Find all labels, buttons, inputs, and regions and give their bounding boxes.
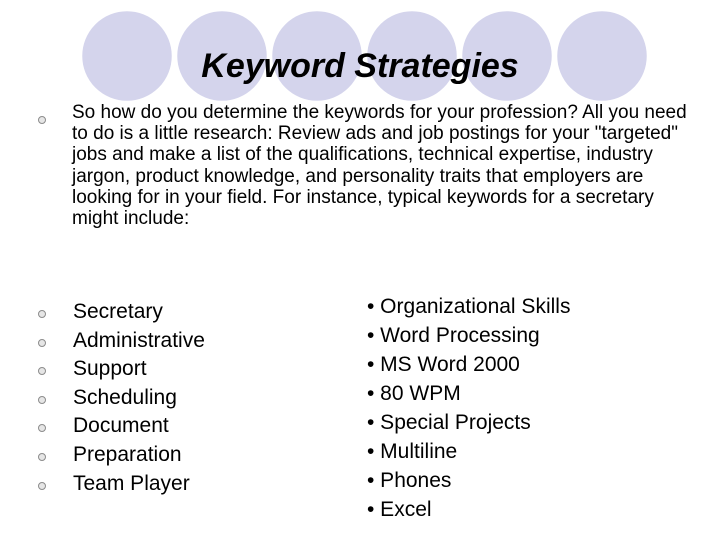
- list-item: [0, 327, 320, 356]
- list-item: [0, 412, 320, 441]
- keyword-label: Preparation: [73, 442, 182, 466]
- intro-paragraph: So how do you determine the keywords for your profession? All you need to do is a little research: Review ads and job postings for your "targeted" jobs and make a list of the qualifications, technical expertise, industry jargon, product knowledge, and personality traits that employers are looking for in your field. For instance, typical keywords for a secretary might include:: [72, 102, 687, 230]
- keyword-label: Secretary: [73, 300, 163, 323]
- list-item: • Organizational Skills: [367, 295, 571, 318]
- bullet-icon: [38, 367, 46, 375]
- keyword-label: Scheduling: [73, 385, 177, 409]
- list-item: [0, 355, 320, 384]
- list-item: [0, 298, 320, 327]
- bullet-icon: [38, 482, 46, 490]
- list-item: • Phones: [367, 469, 452, 492]
- bullet-icon: [38, 396, 46, 404]
- slide-title: Keyword Strategies: [201, 47, 519, 85]
- left-keyword-list: [0, 298, 320, 498]
- list-item: • Special Projects: [367, 411, 531, 434]
- list-item: [0, 441, 320, 470]
- keyword-label: Support: [73, 357, 147, 381]
- keyword-label: Document: [73, 414, 169, 438]
- list-item: [0, 384, 320, 413]
- bullet-icon: [38, 453, 46, 461]
- bullet-icon: [38, 339, 46, 347]
- keyword-label: Administrative: [73, 328, 205, 352]
- list-item: • Word Processing: [367, 324, 540, 347]
- list-item: [0, 470, 320, 499]
- bullet-icon: [38, 116, 46, 124]
- list-item: • MS Word 2000: [367, 353, 520, 376]
- right-keyword-list: [367, 292, 707, 524]
- list-item: • Excel: [367, 498, 432, 521]
- list-item: • Multiline: [367, 440, 458, 463]
- list-item: • 80 WPM: [367, 382, 461, 405]
- bullet-icon: [38, 424, 46, 432]
- keyword-label: Team Player: [73, 471, 190, 495]
- bullet-icon: [38, 310, 46, 318]
